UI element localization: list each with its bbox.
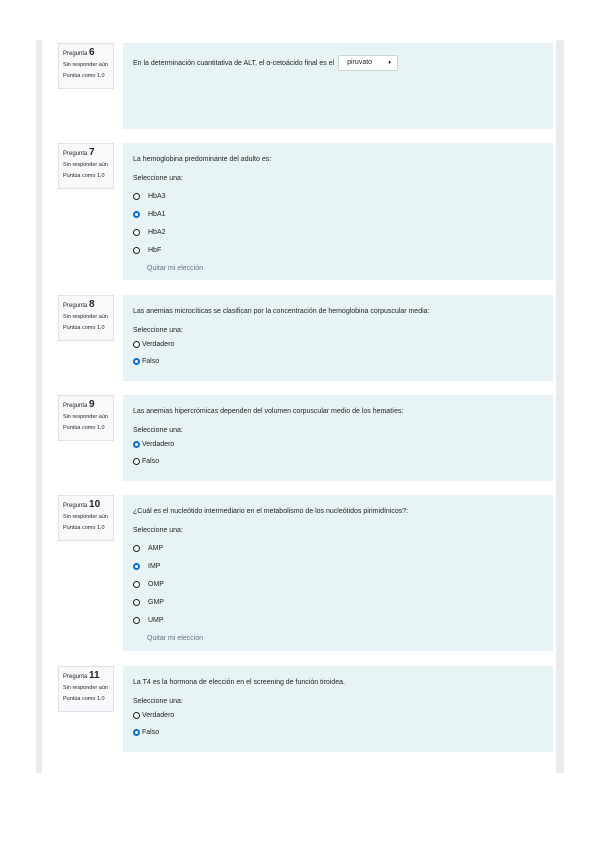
radio-button-selected[interactable]: [133, 358, 140, 365]
question-content: [123, 495, 553, 651]
option-label: Falso: [142, 458, 160, 465]
option-label: GMP: [148, 598, 164, 606]
option-label: Falso: [142, 729, 160, 736]
question-info: [58, 43, 114, 89]
question-info: [58, 495, 114, 541]
answer-option[interactable]: [133, 223, 543, 241]
answer-option[interactable]: [133, 724, 543, 741]
option-label: HbA2: [148, 228, 166, 236]
answer-option[interactable]: [133, 436, 543, 453]
quiz-page: [36, 40, 564, 773]
radio-button-selected[interactable]: [133, 563, 140, 570]
option-label: OMP: [148, 580, 164, 588]
question-text: Las anemias microcíticas se clasifican por la concentración de hemoglobina corpuscular media:: [133, 308, 430, 315]
question-grade: Puntúa como 1,0: [63, 324, 105, 331]
answer-select[interactable]: [338, 55, 398, 71]
question-text: En la determinación cuantitativa de ALT, el α-cetoácido final es el: [133, 59, 335, 67]
radio-button[interactable]: [133, 599, 140, 606]
radio-button-selected[interactable]: [133, 211, 140, 218]
answer-options: [133, 336, 543, 370]
clear-choice-link[interactable]: Quitar mi elección: [147, 635, 204, 642]
question-grade: Puntúa como 1,0: [63, 172, 105, 179]
question-label: Pregunta: [63, 674, 88, 680]
question-number: 8: [89, 299, 95, 310]
question-number: 10: [89, 499, 101, 510]
question-state: Sin responder aún: [63, 162, 108, 168]
option-label: HbA1: [148, 210, 166, 218]
answer-option[interactable]: [133, 539, 543, 557]
question-state: Sin responder aún: [63, 514, 108, 520]
option-label: Verdadero: [142, 441, 175, 448]
question-state: Sin responder aún: [63, 62, 108, 68]
radio-button-selected[interactable]: [133, 441, 140, 448]
question-number: 9: [89, 399, 95, 410]
radio-button[interactable]: [133, 545, 140, 552]
question-label: Pregunta: [63, 403, 88, 409]
question-content: [123, 143, 553, 280]
question-text: La hemoglobina predominante del adulto es:: [133, 156, 272, 163]
option-label: Verdadero: [142, 712, 175, 719]
radio-button[interactable]: [133, 617, 140, 624]
answer-options: [133, 436, 543, 470]
question-7: [36, 143, 564, 280]
question-label: Pregunta: [63, 503, 88, 509]
answer-prompt: Seleccione una:: [133, 527, 183, 534]
question-info: [58, 666, 114, 712]
answer-options: [133, 187, 543, 259]
answer-option[interactable]: [133, 453, 543, 470]
question-text: La T4 es la hormona de elección en el screening de función tiroidea.: [133, 679, 345, 686]
answer-select-value: piruvato: [347, 59, 373, 66]
answer-option[interactable]: [133, 575, 543, 593]
radio-button[interactable]: [133, 193, 140, 200]
answer-options: [133, 539, 543, 629]
question-grade: Puntúa como 1,0: [63, 72, 105, 79]
question-label: Pregunta: [63, 51, 88, 57]
question-10: [36, 495, 564, 651]
answer-option[interactable]: [133, 611, 543, 629]
answer-prompt: Seleccione una:: [133, 175, 183, 182]
answer-option[interactable]: [133, 205, 543, 223]
question-state: Sin responder aún: [63, 314, 108, 320]
question-content: [123, 295, 553, 381]
answer-option[interactable]: [133, 241, 543, 259]
answer-prompt: Seleccione una:: [133, 698, 183, 705]
question-number: 7: [89, 147, 95, 158]
option-label: IMP: [148, 562, 161, 570]
answer-prompt: Seleccione una:: [133, 427, 183, 434]
option-label: HbA3: [148, 192, 166, 200]
question-state: Sin responder aún: [63, 414, 108, 420]
question-info: [58, 295, 114, 341]
question-8: [36, 295, 564, 381]
question-grade: Puntúa como 1,0: [63, 524, 105, 531]
option-label: AMP: [148, 544, 164, 552]
answer-options: [133, 707, 543, 741]
question-11: [36, 666, 564, 752]
question-label: Pregunta: [63, 151, 88, 157]
select-caret-icon: ♦: [388, 60, 392, 66]
radio-button[interactable]: [133, 581, 140, 588]
question-content: [123, 43, 553, 129]
question-state: Sin responder aún: [63, 685, 108, 691]
option-label: Verdadero: [142, 341, 175, 348]
option-label: UMP: [148, 616, 164, 624]
question-content: [123, 666, 553, 752]
question-info: [58, 143, 114, 189]
question-6: [36, 43, 564, 129]
radio-button[interactable]: [133, 229, 140, 236]
question-info: [58, 395, 114, 441]
option-label: Falso: [142, 358, 160, 365]
answer-option[interactable]: [133, 336, 543, 353]
question-number: 11: [89, 670, 100, 681]
radio-button[interactable]: [133, 712, 140, 719]
answer-prompt: Seleccione una:: [133, 327, 183, 334]
answer-option[interactable]: [133, 593, 543, 611]
answer-option[interactable]: [133, 353, 543, 370]
option-label: HbF: [148, 246, 162, 254]
question-grade: Puntúa como 1,0: [63, 424, 105, 431]
question-text: Las anemias hipercrómicas dependen del volumen corpuscular medio de los hematíes:: [133, 408, 404, 415]
question-number: 6: [89, 47, 95, 58]
radio-button[interactable]: [133, 247, 140, 254]
answer-option[interactable]: [133, 707, 543, 724]
answer-option[interactable]: [133, 187, 543, 205]
radio-button[interactable]: [133, 458, 140, 465]
radio-button[interactable]: [133, 341, 140, 348]
question-grade: Puntúa como 1,0: [63, 695, 105, 702]
question-text: ¿Cuál es el nucleótido intermediario en el metabolismo de los nucleótidos pirimidínicos?:: [133, 508, 409, 515]
question-label: Pregunta: [63, 303, 88, 309]
question-9: [36, 395, 564, 481]
clear-choice-link[interactable]: Quitar mi elección: [147, 265, 204, 272]
question-content: [123, 395, 553, 481]
answer-option[interactable]: [133, 557, 543, 575]
radio-button-selected[interactable]: [133, 729, 140, 736]
